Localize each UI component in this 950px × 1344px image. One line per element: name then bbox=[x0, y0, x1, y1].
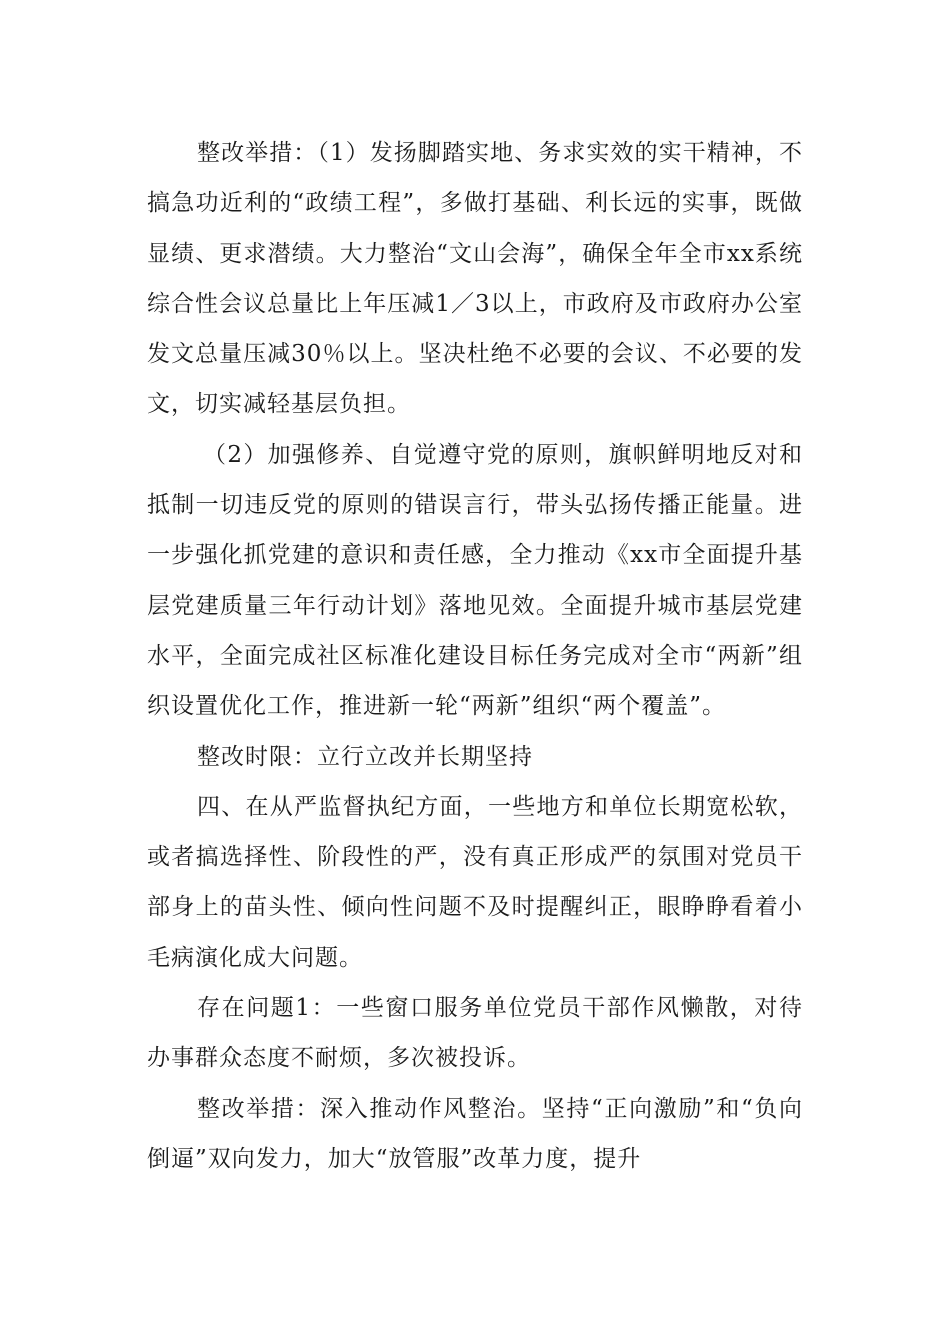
document-body bbox=[147, 128, 803, 1184]
paragraph-rectification-measures-1: 整改举措：（1）发扬脚踏实地、务求实效的实干精神，不搞急功近利的“政绩工程”，多做打基础、利长远的实事，既做显绩、更求潜绩。大力整治“文山会海”，确保全年全市xx系统综合性会议总量比上年压减1／3以上，市政府及市政府办公室发文总量压减30％以上。坚决杜绝不必要的会议、不必要的发文，切实减轻基层负担。 bbox=[147, 140, 803, 418]
paragraph-rectification-deadline: 整改时限：立行立改并长期坚持 bbox=[197, 743, 533, 770]
paragraph-section-four: 四、在从严监督执纪方面，一些地方和单位长期宽松软，或者搞选择性、阶段性的严，没有真正形成严的氛围对党员干部身上的苗头性、倾向性问题不及时提醒纠正，眼睁睁看着小毛病演化成大问题。 bbox=[147, 793, 803, 971]
paragraph-rectification-measures-3: 整改举措：深入推动作风整治。坚持“正向激励”和“负向倒逼”双向发力，加大“放管服”改革力度，提升 bbox=[147, 1095, 803, 1172]
paragraph-rectification-measures-2: （2）加强修养、自觉遵守党的原则，旗帜鲜明地反对和抵制一切违反党的原则的错误言行，带头弘扬传播正能量。进一步强化抓党建的意识和责任感，全力推动《xx市全面提升基层党建质量三年行动计划》落地见效。全面提升城市基层党建水平，全面完成社区标准化建设目标任务完成对全市“两新”组织设置优化工作，推进新一轮“两新”组织“两个覆盖”。 bbox=[147, 441, 803, 720]
paragraph-problem-1: 存在问题1：一些窗口服务单位党员干部作风懒散，对待办事群众态度不耐烦，多次被投诉。 bbox=[147, 995, 803, 1072]
